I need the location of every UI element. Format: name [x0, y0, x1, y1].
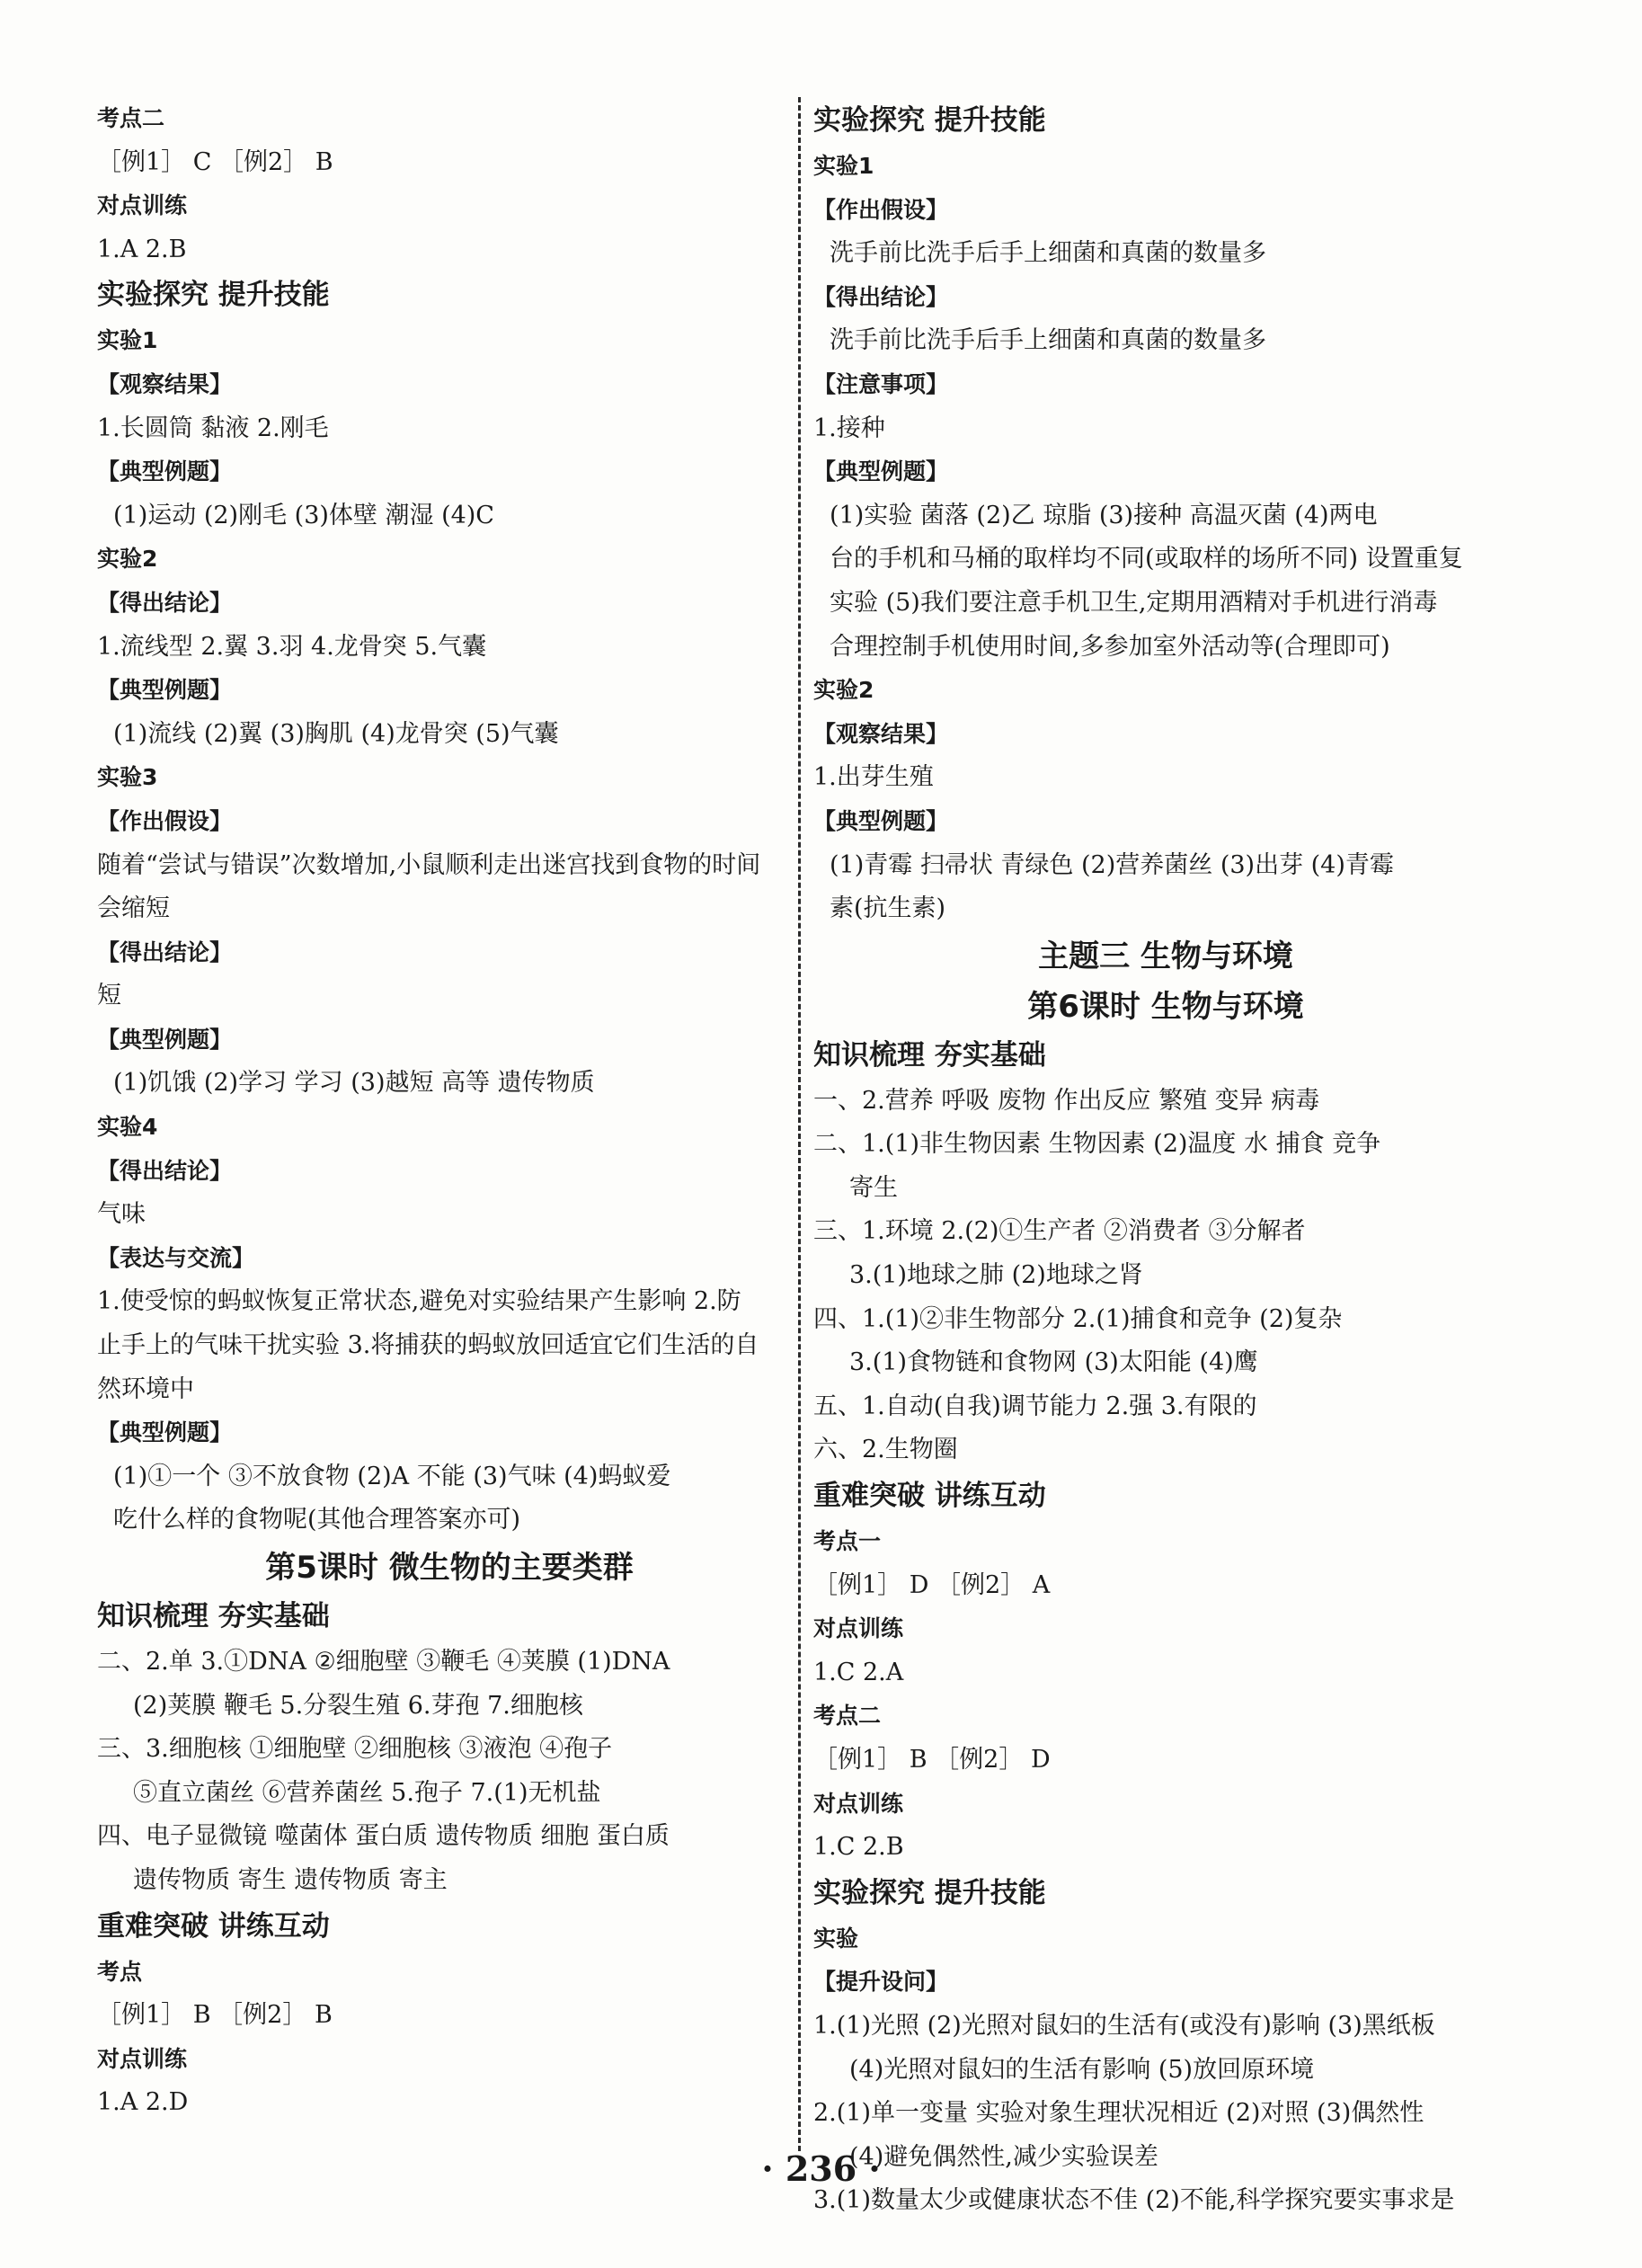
left-label: 【得出结论】 [97, 589, 233, 616]
right-answer-line: 一、2.营养 呼吸 废物 作出反应 繁殖 变异 病毒 [813, 1086, 1320, 1115]
right-answer-line: 合理控制手机使用时间,多参加室外活动等(合理即可) [830, 632, 1390, 661]
right-label: 【注意事项】 [813, 370, 949, 397]
left-answer-line: 四、电子显微镜 噬菌体 蛋白质 遗传物质 细胞 蛋白质 [97, 1822, 670, 1851]
left-label: 【作出假设】 [97, 807, 233, 834]
left-answer-line: 止手上的气味干扰实验 3.将捕获的蚂蚁放回适宜它们生活的自 [97, 1331, 759, 1360]
left-answer-line: 二、2.单 3.①DNA ②细胞壁 ③鞭毛 ④荚膜 (1)DNA [97, 1648, 670, 1676]
right-label: 【典型例题】 [813, 807, 949, 834]
left-answer-line: 会缩短 [97, 894, 170, 923]
left-label: 考点二 [97, 105, 165, 131]
right-answer-line: 台的手机和马桶的取样均不同(或取样的场所不同) 设置重复 [830, 545, 1463, 574]
left-answer-line: 气味 [97, 1200, 146, 1229]
left-label: 实验4 [97, 1114, 158, 1141]
right-label: 对点训练 [813, 1790, 904, 1817]
left-answer-line: (2)荚膜 鞭毛 5.分裂生殖 6.芽孢 7.细胞核 [133, 1691, 583, 1720]
right-lesson-title: 第6课时 生物与环境 [1027, 988, 1304, 1025]
left-label: 【表达与交流】 [97, 1244, 255, 1271]
right-answer-line: (4)避免偶然性,减少实验误差 [849, 2142, 1158, 2171]
right-label: 【提升设问】 [813, 1969, 949, 1996]
right-lesson-title: 主题三 生物与环境 [1038, 938, 1293, 974]
left-label: 实验1 [97, 327, 158, 354]
left-answer-line: 短 [97, 982, 121, 1010]
left-answer-line: 吃什么样的食物呢(其他合理答案亦可) [113, 1506, 521, 1534]
left-answer-line: 遗传物质 寄生 遗传物质 寄主 [133, 1865, 448, 1894]
right-label: 实验2 [813, 677, 874, 704]
left-answer-line: 1.A 2.B [97, 235, 187, 263]
column-divider [798, 97, 801, 2151]
right-answer-line: 1.C 2.B [813, 1833, 904, 1862]
right-answer-line: (1)实验 菌落 (2)乙 琼脂 (3)接种 高温灭菌 (4)两电 [830, 501, 1378, 529]
left-answer-line: 随着“尝试与错误”次数增加,小鼠顺利走出迷宫找到食物的时间 [97, 850, 761, 879]
right-answer-line: 洗手前比洗手后手上细菌和真菌的数量多 [830, 326, 1266, 355]
right-section-heading: 重难突破 讲练互动 [813, 1480, 1046, 1513]
left-label: 【得出结论】 [97, 1157, 233, 1184]
left-label: 【典型例题】 [97, 458, 233, 485]
page-number: · 236 · [761, 2148, 881, 2189]
left-section-heading: 重难突破 讲练互动 [97, 1909, 330, 1943]
right-answer-line: 1.出芽生殖 [813, 763, 934, 792]
right-label: 对点训练 [813, 1615, 904, 1642]
right-section-heading: 实验探究 提升技能 [813, 104, 1046, 137]
right-answer-line: 寄生 [849, 1173, 898, 1202]
right-answer-line: 素(抗生素) [830, 894, 946, 923]
right-answer-line: 二、1.(1)非生物因素 生物因素 (2)温度 水 捕食 竞争 [813, 1130, 1381, 1159]
right-answer-line: ［例1］ D ［例2］ A [813, 1570, 1051, 1599]
left-answer-line: ［例1］ C ［例2］ B [97, 147, 333, 176]
left-answer-line: (1)①一个 ③不放食物 (2)A 不能 (3)气味 (4)蚂蚁爱 [113, 1462, 671, 1490]
right-section-heading: 知识梳理 夯实基础 [813, 1038, 1046, 1072]
left-answer-line: ［例1］ B ［例2］ B [97, 2001, 333, 2030]
right-answer-line: 2.(1)单一变量 实验对象生理状况相近 (2)对照 (3)偶然性 [813, 2099, 1425, 2128]
right-label: 实验 [813, 1925, 859, 1952]
right-answer-line: (1)青霉 扫帚状 青绿色 (2)营养菌丝 (3)出芽 (4)青霉 [830, 850, 1394, 879]
left-section-heading: 实验探究 提升技能 [97, 279, 330, 312]
left-column [97, 97, 802, 2125]
left-answer-line: 三、3.细胞核 ①细胞壁 ②细胞核 ③液泡 ④孢子 [97, 1735, 613, 1764]
left-label: 实验2 [97, 546, 158, 573]
right-label: 【作出假设】 [813, 196, 949, 223]
right-label: 考点一 [813, 1528, 882, 1555]
left-label: 考点 [97, 1958, 143, 1985]
right-section-heading: 实验探究 提升技能 [813, 1876, 1046, 1909]
left-lesson-title: 第5课时 微生物的主要类群 [265, 1550, 634, 1586]
right-label: 【观察结果】 [813, 720, 949, 747]
right-answer-line: 五、1.自动(自我)调节能力 2.强 3.有限的 [813, 1392, 1257, 1420]
left-label: 【观察结果】 [97, 370, 233, 397]
right-answer-line: 1.接种 [813, 414, 885, 442]
right-answer-line: 四、1.(1)②非生物部分 2.(1)捕食和竞争 (2)复杂 [813, 1304, 1343, 1333]
right-answer-line: 1.C 2.A [813, 1658, 904, 1686]
left-answer-line: (1)运动 (2)刚毛 (3)体壁 潮湿 (4)C [113, 501, 494, 529]
right-answer-line: 3.(1)食物链和食物网 (3)太阳能 (4)鹰 [849, 1348, 1258, 1377]
right-label: 【得出结论】 [813, 283, 949, 310]
right-answer-line: (4)光照对鼠妇的生活有影响 (5)放回原环境 [849, 2055, 1315, 2084]
right-answer-line: 实验 (5)我们要注意手机卫生,定期用酒精对手机进行消毒 [830, 588, 1438, 617]
right-answer-line: 洗手前比洗手后手上细菌和真菌的数量多 [830, 239, 1266, 268]
left-section-heading: 知识梳理 夯实基础 [97, 1600, 330, 1632]
right-answer-line: 1.(1)光照 (2)光照对鼠妇的生活有(或没有)影响 (3)黑纸板 [813, 2011, 1435, 2040]
left-label: 对点训练 [97, 2045, 188, 2072]
right-label: 【典型例题】 [813, 458, 949, 485]
left-label: 实验3 [97, 764, 158, 791]
right-answer-line: ［例1］ B ［例2］ D [813, 1746, 1051, 1774]
left-answer-line: ⑤直立菌丝 ⑥营养菌丝 5.孢子 7.(1)无机盐 [133, 1778, 601, 1807]
left-label: 【典型例题】 [97, 1026, 233, 1053]
left-answer-line: 1.A 2.D [97, 2088, 189, 2117]
left-label: 【得出结论】 [97, 938, 233, 965]
right-answer-line: 3.(1)数量太少或健康状态不佳 (2)不能,科学探究要实事求是 [813, 2186, 1455, 2215]
right-column [813, 97, 1518, 2223]
left-answer-line: 1.长圆筒 黏液 2.刚毛 [97, 414, 329, 442]
left-label: 【典型例题】 [97, 1419, 233, 1446]
left-answer-line: 1.使受惊的蚂蚁恢复正常状态,避免对实验结果产生影响 2.防 [97, 1287, 741, 1316]
right-label: 考点二 [813, 1703, 882, 1730]
left-label: 对点训练 [97, 192, 188, 219]
left-answer-line: 然环境中 [97, 1374, 194, 1403]
left-answer-line: 1.流线型 2.翼 3.羽 4.龙骨突 5.气囊 [97, 632, 487, 661]
left-answer-line: (1)流线 (2)翼 (3)胸肌 (4)龙骨突 (5)气囊 [113, 719, 559, 748]
right-label: 实验1 [813, 153, 874, 179]
left-answer-line: (1)饥饿 (2)学习 学习 (3)越短 高等 遗传物质 [113, 1069, 595, 1098]
right-answer-line: 六、2.生物圈 [813, 1436, 958, 1464]
right-answer-line: 3.(1)地球之肺 (2)地球之肾 [849, 1261, 1143, 1290]
left-label: 【典型例题】 [97, 677, 233, 704]
right-answer-line: 三、1.环境 2.(2)①生产者 ②消费者 ③分解者 [813, 1217, 1306, 1246]
